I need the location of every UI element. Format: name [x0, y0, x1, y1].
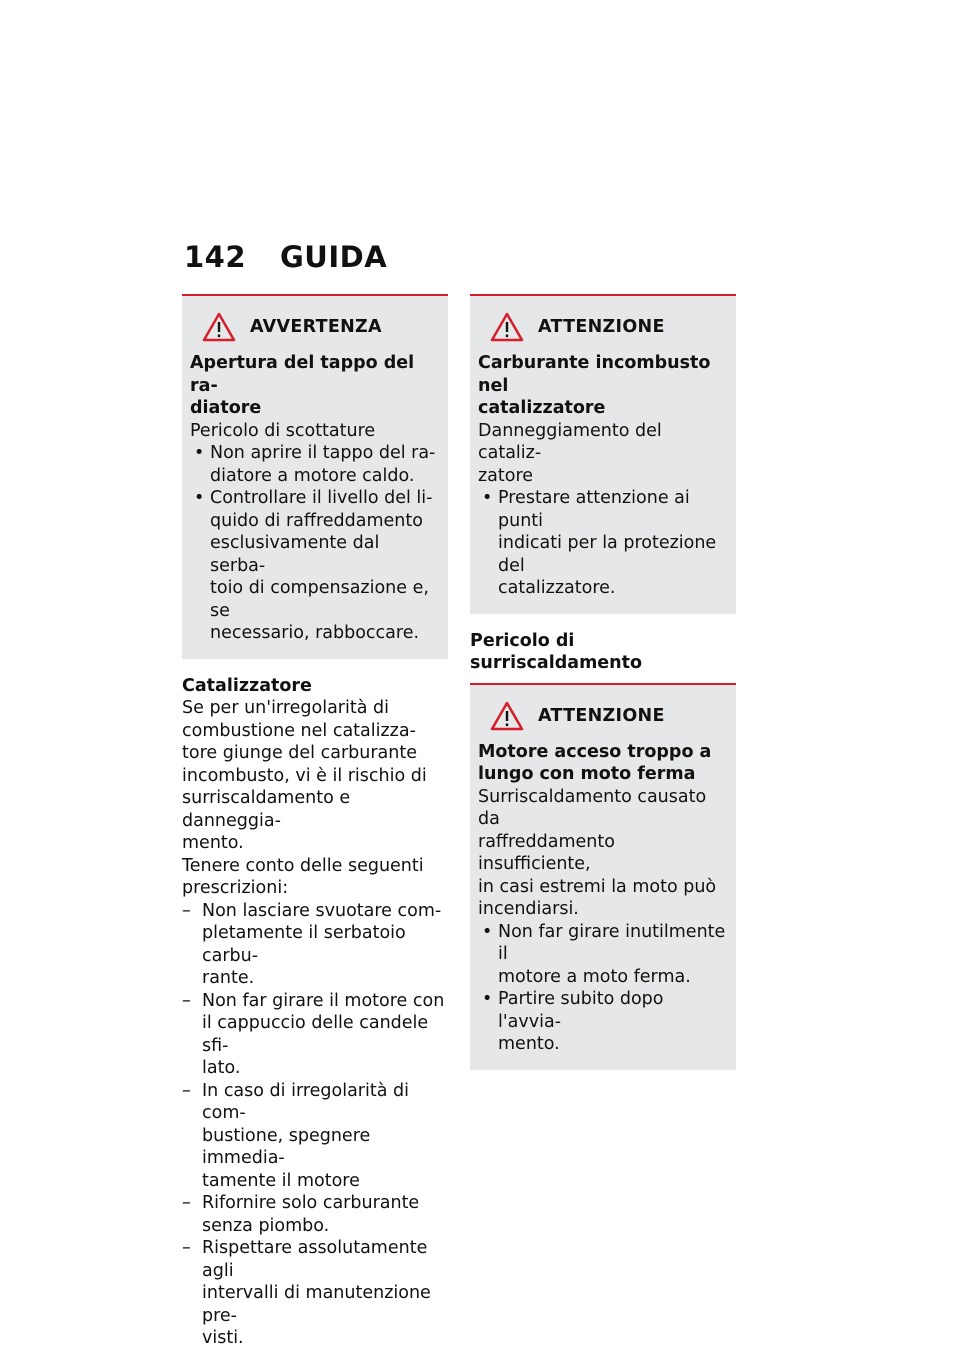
attention-intro-1: Danneggiamento del cataliz- — [478, 420, 662, 463]
instruction-dashes — [182, 900, 448, 1350]
attention-header — [478, 312, 728, 342]
list-item: • Partire subito dopo l'avvia- mento. — [478, 988, 728, 1056]
right-column — [470, 294, 736, 1070]
list-item: – Rifornire solo carburante senza piombo. — [182, 1192, 448, 1237]
page-header — [184, 240, 387, 274]
list-item: – Rispettare assolutamente agli intervalli di manutenzione pre- visti. — [182, 1237, 448, 1350]
attention-header — [478, 701, 728, 731]
section-paragraph: Se per un'irregolarità di combustione nel catalizza- tore giunge del carburante incombusto, vi è il rischio di surriscaldamento e danneggia- mento. Tenere conto delle seguenti prescrizioni: — [182, 698, 427, 898]
section-title-surriscaldamento: Pericolo di surriscaldamento — [470, 630, 643, 673]
list-item: • Prestare attenzione ai punti indicati per la protezione del catalizzatore. — [478, 487, 728, 600]
attention-heading-1: Carburante incombusto nel — [478, 353, 711, 396]
attention-heading-2: catalizzatore — [478, 398, 606, 418]
attention-box-2 — [470, 685, 736, 1070]
attention-heading-2: lungo con moto ferma — [478, 764, 696, 784]
warning-triangle-icon — [490, 312, 524, 342]
list-item: • Controllare il livello del li- quido di raffreddamento esclusivamente dal serba- toio di compensazione e, se necessario, rabboccare. — [190, 487, 440, 645]
attention-bullets — [478, 487, 728, 600]
list-item: – Non far girare il motore con il cappuccio delle candele sfi- lato. — [182, 990, 448, 1080]
warning-heading-1: Apertura del tappo del ra- — [190, 353, 415, 396]
warning-triangle-icon — [202, 312, 236, 342]
attention-title: ATTENZIONE — [538, 705, 665, 726]
warning-box — [182, 294, 448, 659]
list-item: – Non lasciare svuotare com- pletamente il serbatoio carbu- rante. — [182, 900, 448, 990]
warning-intro: Pericolo di scottature — [190, 420, 376, 441]
page-number: 142 — [184, 240, 247, 274]
attention-box-1 — [470, 294, 736, 614]
warning-bullets — [190, 442, 440, 645]
attention-title: ATTENZIONE — [538, 317, 665, 337]
attention-intro-2: zatore — [478, 465, 534, 486]
attention-intro: Surriscaldamento causato da raffreddamento insufficiente, in casi estremi la moto può incendiarsi. — [478, 786, 717, 919]
list-item: • Non aprire il tappo del ra- diatore a motore caldo. — [190, 442, 440, 487]
list-item: • Non far girare inutilmente il motore a moto ferma. — [478, 921, 728, 989]
list-item: – In caso di irregolarità di com- bustione, spegnere immedia- tamente il motore — [182, 1080, 448, 1193]
attention-bullets — [478, 921, 728, 1056]
warning-title: AVVERTENZA — [250, 317, 382, 337]
chapter-title: GUIDA — [280, 240, 388, 274]
warning-header — [190, 312, 440, 342]
attention-heading-1: Motore acceso troppo a — [478, 741, 712, 762]
warning-triangle-icon — [490, 701, 524, 731]
warning-heading-2: diatore — [190, 398, 262, 418]
left-column — [182, 294, 448, 1350]
section-title-catalizzatore: Catalizzatore — [182, 675, 312, 696]
